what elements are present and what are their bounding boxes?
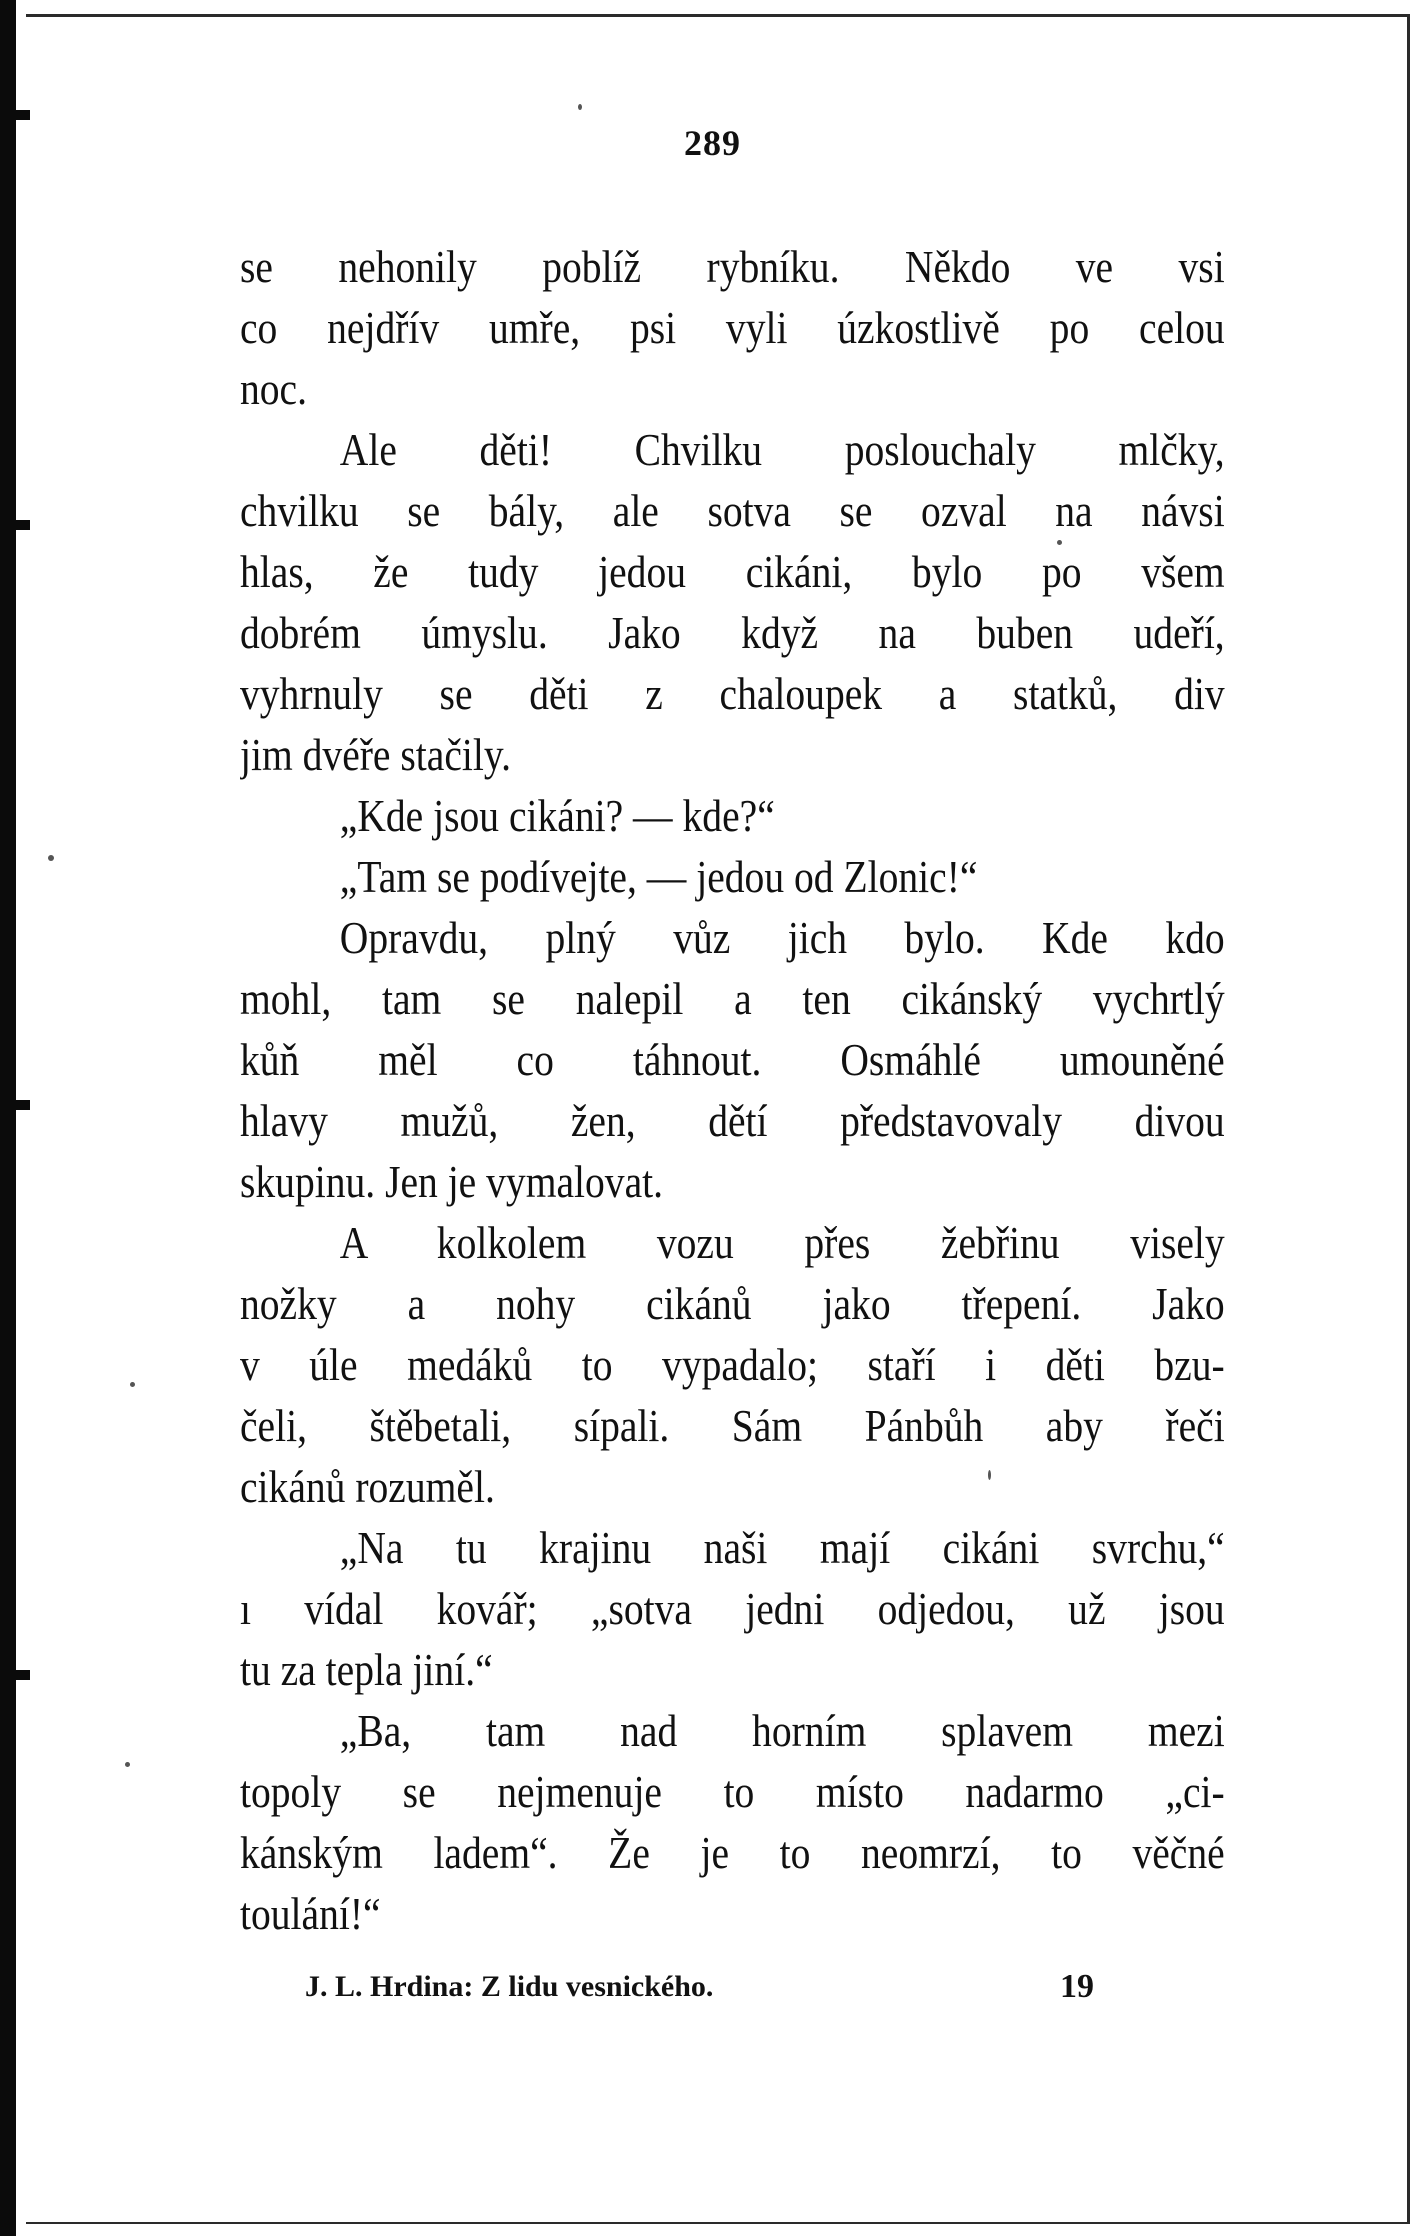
- binding-edge: [0, 0, 16, 2236]
- text-line: nožky a nohy cikánů jako třepení. Jako: [240, 1278, 1225, 1329]
- text-line: skupinu. Jen je vymalovat.: [240, 1156, 664, 1207]
- text-line: toulání!“: [240, 1888, 381, 1939]
- text-line: v úle medáků to vypadalo; staří i děti bzu-: [240, 1339, 1225, 1390]
- text-line: chvilku se bály, ale sotva se ozval na návsi: [240, 485, 1225, 536]
- text-line: „Ba, tam nad horním splavem mezi: [339, 1705, 1225, 1756]
- text-line: mohl, tam se nalepil a ten cikánský vychrtlý: [240, 973, 1225, 1024]
- speck: [578, 104, 582, 110]
- text-line: se nehonily poblíž rybníku. Někdo ve vsi: [240, 241, 1225, 292]
- signature-mark: 19: [1060, 1968, 1094, 2005]
- text-line: kůň měl co táhnout. Osmáhlé umouněné: [240, 1034, 1225, 1085]
- footer: [305, 1962, 1105, 2012]
- text-line: jim dvéře stačily.: [240, 729, 511, 780]
- text-line: hlas, že tudy jedou cikáni, bylo po všem: [240, 546, 1225, 597]
- text-line: hlavy mužů, žen, dětí představovaly divou: [240, 1095, 1225, 1146]
- text-line: noc.: [240, 363, 308, 414]
- text-line: kánským ladem“. Že je to neomrzí, to věčné: [240, 1827, 1225, 1878]
- text-line: topoly se nejmenuje to místo nadarmo „ci-: [240, 1766, 1225, 1817]
- text-line: Opravdu, plný vůz jich bylo. Kde kdo: [339, 912, 1225, 963]
- speck: [48, 855, 54, 861]
- text-line: co nejdřív umře, psi vyli úzkostlivě po celou: [240, 302, 1225, 353]
- text-line: A kolkolem vozu přes žebřinu visely: [339, 1217, 1225, 1268]
- text-line: „Tam se podívejte, — jedou od Zlonic!“: [339, 851, 978, 902]
- body-text: [240, 236, 1225, 1944]
- footer-author-title: J. L. Hrdina: Z lidu vesnického.: [305, 1970, 714, 2003]
- text-line: čeli, štěbetali, sípali. Sám Pánbůh aby řeči: [240, 1400, 1225, 1451]
- text-line: „Kde jsou cikáni? — kde?“: [339, 790, 775, 841]
- speck: [125, 1762, 130, 1767]
- page-number: 289: [684, 123, 741, 163]
- text-line: Ale děti! Chvilku poslouchaly mlčky,: [339, 424, 1225, 475]
- text-line: dobrém úmyslu. Jako když na buben udeří,: [240, 607, 1225, 658]
- text-line: cikánů rozuměl.: [240, 1461, 495, 1512]
- text-line: tu za tepla jiní.“: [240, 1644, 493, 1695]
- text-line: vyhrnuly se děti z chaloupek a statků, div: [240, 668, 1225, 719]
- speck: [130, 1382, 135, 1387]
- text-line: „Na tu krajinu naši mají cikáni svrchu,“: [339, 1522, 1225, 1573]
- text-line: ı vídal kovář; „sotva jedni odjedou, už jsou: [240, 1583, 1225, 1634]
